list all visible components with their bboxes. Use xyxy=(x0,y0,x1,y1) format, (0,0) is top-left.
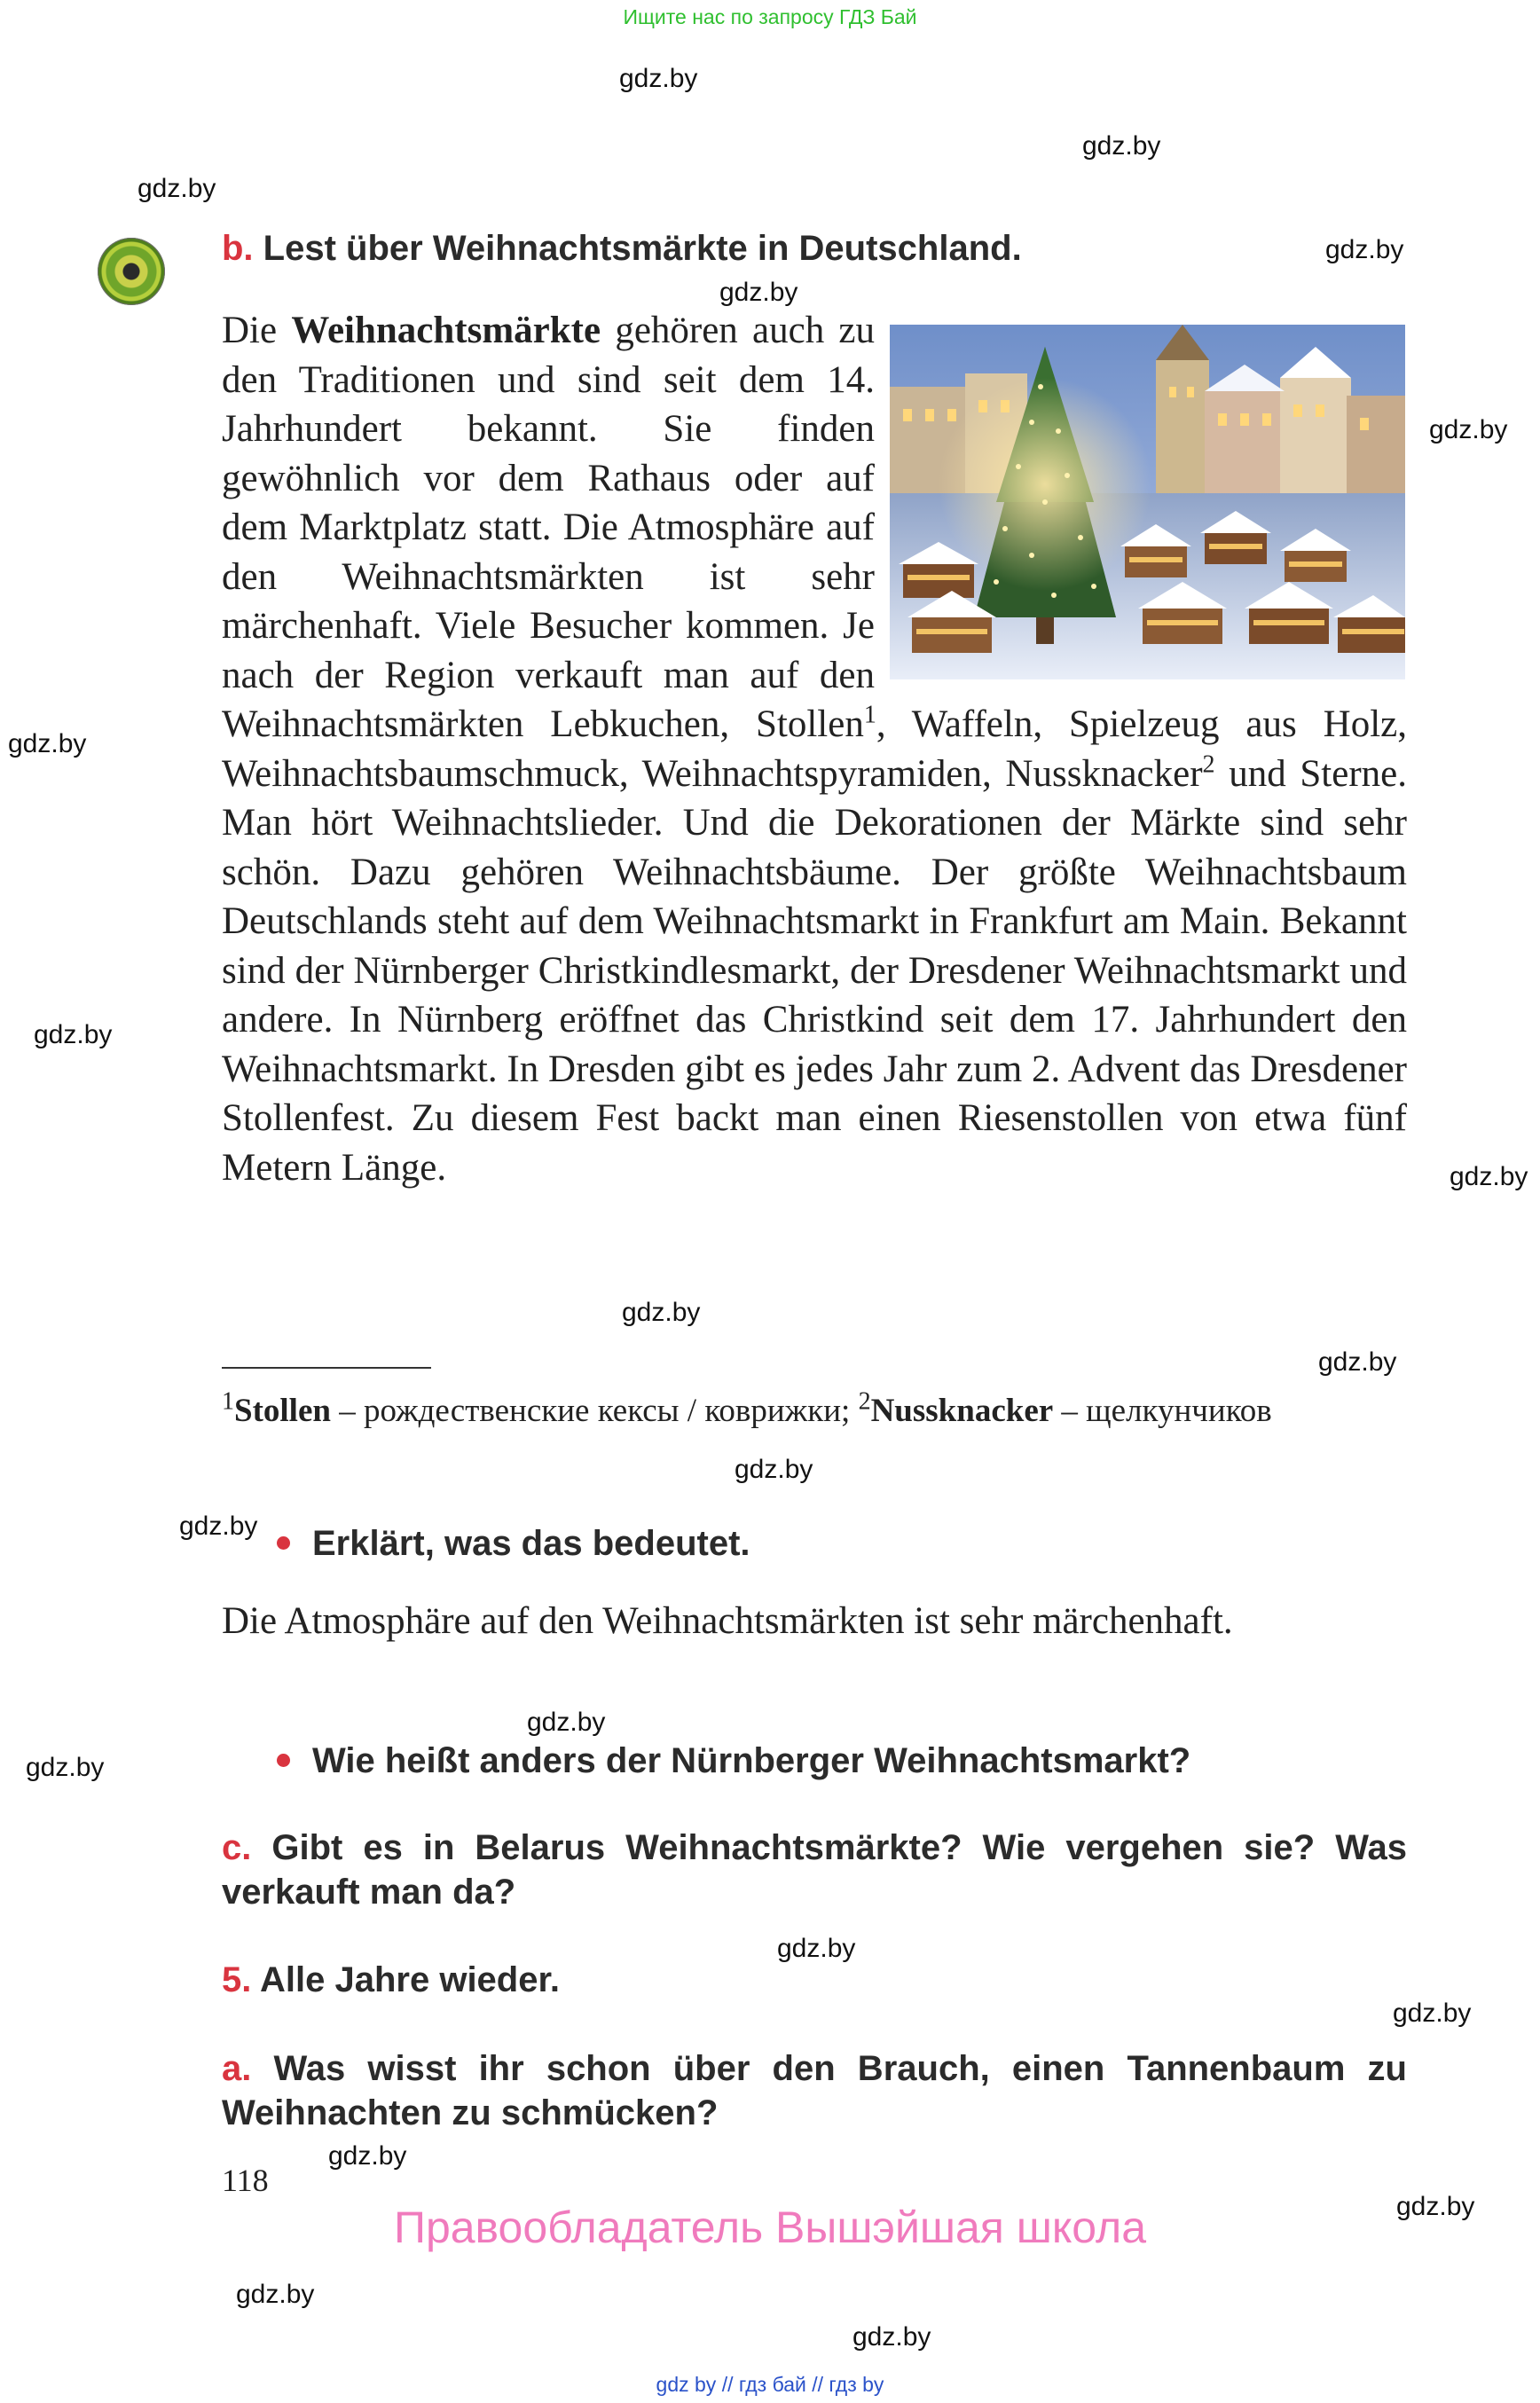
watermark: gdz.by xyxy=(1450,1162,1528,1191)
exercise-5-heading xyxy=(222,1960,560,2000)
section-a-text: Was wisst ihr schon über den Brauch, einen Tannenbaum zu Weihnachten zu schmücken? xyxy=(222,2049,1407,2132)
footnote-ref-1[interactable]: 1 xyxy=(863,701,876,729)
footnote-definition-2: – щелкунчиков xyxy=(1053,1393,1272,1429)
section-b-letter: b. xyxy=(222,229,254,268)
watermark: gdz.by xyxy=(852,2322,931,2352)
watermark: gdz.by xyxy=(527,1708,606,1737)
section-c-text: Gibt es in Belarus Weihnachtsmärkte? Wie vergehen sie? Was verkauft man da? xyxy=(222,1828,1407,1912)
section-c-letter: c. xyxy=(222,1828,252,1867)
text-segment: , Waffeln, Spielzeug aus Holz, Weihnachtsbaumschmuck, Weihnachtspyramiden, Nussknacker xyxy=(222,703,1407,795)
watermark: gdz.by xyxy=(1318,1347,1397,1377)
watermark: gdz.by xyxy=(34,1020,113,1049)
top-banner: Ищите нас по запросу ГДЗ Бай xyxy=(623,5,917,28)
watermark: gdz.by xyxy=(1429,415,1508,444)
footnotes xyxy=(222,1388,1407,1434)
watermark: gdz.by xyxy=(8,729,87,758)
bottom-links[interactable]: gdz by // гдз бай // гдз by xyxy=(656,2373,884,2396)
footnote-definition-1: – рождественские кексы / коврижки; xyxy=(330,1393,859,1429)
section-a-letter: a. xyxy=(222,2049,252,2088)
watermark: gdz.by xyxy=(622,1298,701,1327)
section-a xyxy=(222,2046,1407,2135)
watermark: gdz.by xyxy=(777,1934,856,1963)
footnote-number-2: 2 xyxy=(858,1387,871,1416)
watermark: gdz.by xyxy=(719,278,798,307)
task-explain: Erklärt, was das bedeutet. xyxy=(312,1524,750,1563)
watermark: gdz.by xyxy=(1082,131,1161,161)
watermark: gdz.by xyxy=(328,2141,407,2171)
watermark: gdz.by xyxy=(619,64,698,93)
footnote-term-nussknacker: Nussknacker xyxy=(870,1393,1054,1429)
watermark: gdz.by xyxy=(735,1455,813,1484)
section-c xyxy=(222,1826,1407,1914)
section-b-heading xyxy=(222,229,1022,269)
bullet-icon xyxy=(277,1536,290,1554)
exercise-5-number: 5. xyxy=(222,1960,252,1999)
exercise-5-title: Alle Jahre wieder. xyxy=(260,1960,560,1999)
watermark: gdz.by xyxy=(1393,1999,1472,2028)
cd-audio-icon[interactable] xyxy=(98,238,165,305)
watermark: gdz.by xyxy=(26,1753,105,1782)
text-segment: und Sterne. Man hört Weihnachtslieder. Und die Dekorationen der Märkte sind sehr schön. Dazu gehören Weihnachtsbäume. Der größte Weihnachtsbaum Deutschlands steht auf dem Weihnachtsmarkt in Frankfurt am Main. Bekannt sind der Nürnberger Christkindlesmarkt, der Dresdener Weihnachtsmarkt und andere. In Nürnberg eröffnet das Christkind seit dem 17. Jahrhundert den Weihnachtsmarkt. In Dresden gibt es jedes Jahr zum 2. Advent das Dresdener Stollenfest. Zu diesem Fest backt man einen Riesenstollen von etwa fünf Metern Länge. xyxy=(222,752,1407,1189)
footnote-term-stollen: Stollen xyxy=(234,1393,331,1429)
copyright-notice: Правообладатель Вышэйшая школа xyxy=(394,2203,1146,2252)
footnote-ref-2[interactable]: 2 xyxy=(1202,750,1215,779)
watermark: gdz.by xyxy=(179,1512,258,1541)
watermark: gdz.by xyxy=(236,2280,315,2309)
main-reading-text xyxy=(222,306,1407,1192)
quote-block xyxy=(222,1597,1407,1646)
watermark: gdz.by xyxy=(1325,235,1404,264)
watermark: gdz.by xyxy=(138,174,216,203)
text-segment: Die xyxy=(222,310,292,351)
text-segment: gehören auch zu den Traditionen und sind seit dem 14. Jahrhundert bekannt. Sie finden gewöhnlich vor dem Rathaus oder auf dem Marktplatz statt. Die Atmosphäre auf den Weihnachtsmärkten ist sehr märchenhaft. Viele Besucher kommen. Je nach der Region verkauft man auf den Weihnachtsmärkten Lebkuchen, Stollen xyxy=(222,310,875,745)
bullet-icon xyxy=(277,1754,290,1771)
page-number: 118 xyxy=(222,2163,269,2198)
keyword-weihnachtsmaerkte: Weihnachtsmärkte xyxy=(291,310,601,351)
quote-sentence: Die Atmosphäre auf den Weihnachtsmärkten ist sehr märchenhaft. xyxy=(222,1600,1233,1642)
section-b-title: Lest über Weihnachtsmärkte in Deutschland. xyxy=(263,229,1022,268)
task-nuernberg-question: Wie heißt anders der Nürnberger Weihnachtsmarkt? xyxy=(312,1741,1191,1780)
footnote-number-1: 1 xyxy=(222,1387,234,1416)
watermark: gdz.by xyxy=(1396,2192,1475,2221)
footnote-divider xyxy=(222,1367,431,1369)
